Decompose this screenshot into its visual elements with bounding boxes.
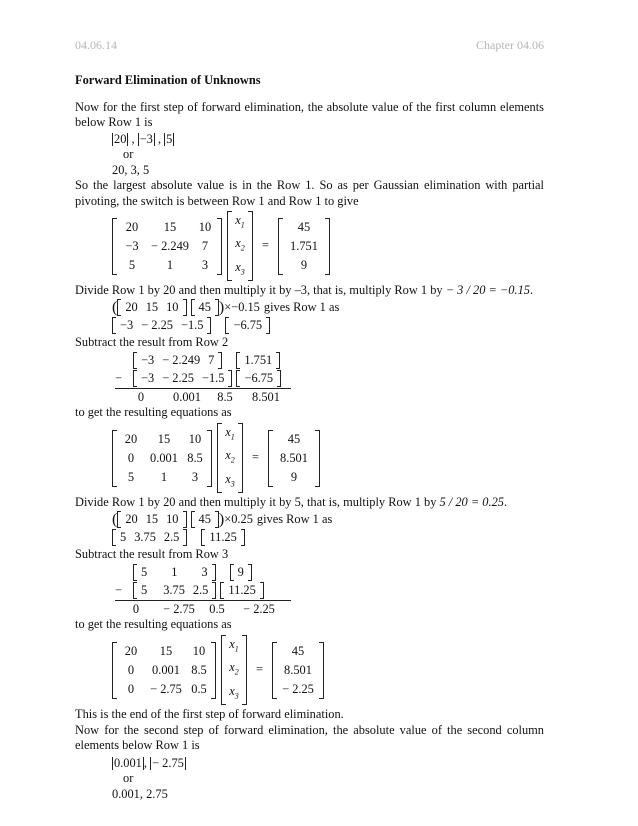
scaled-row1-1 <box>112 317 544 335</box>
subtraction-top: 5 1 3 9 <box>115 563 544 581</box>
row1-scaling-1: ( 20 15 10 45 ) ×−0.15 gives Row 1 as <box>112 299 340 317</box>
subtraction-bottom: − 5 3.75 2.5 11.25 <box>115 581 291 601</box>
subtraction-result: 0 − 2.75 0.5 − 2.25 <box>132 601 275 616</box>
paragraph-first-step: Now for the first step of forward elimination, the absolute value of the first column elements below Row 1 is <box>75 99 544 129</box>
subtraction-row3 <box>115 563 544 617</box>
abs-value: 0.001 <box>114 755 142 770</box>
resulting-text-1: to get the resulting equations as <box>75 405 232 420</box>
paragraph-divide-1: Divide Row 1 by 20 and then multiply it by –3, that is, multiply Row 1 by − 3 / 20 = −0.15. <box>75 283 534 298</box>
unknown-x2: $x_2$ <box>235 236 245 253</box>
subtraction-bottom: − −3 − 2.25 −1.5 −6.75 <box>115 369 291 389</box>
or-text: or <box>123 771 134 786</box>
resulting-text-2: to get the resulting equations as <box>75 617 232 632</box>
matrix-equation-1 <box>112 211 544 281</box>
matrix-cell: 7 <box>201 238 209 253</box>
paragraph-largest: So the largest absolute value is in the Row 1. So as per Gaussian elimination with partial pivoting, the switch is between Row 1 and Row 1 to give <box>75 178 544 208</box>
end-first-step-text: This is the end of the first step of forward elimination. <box>75 707 344 722</box>
matrix-cell: − 2.249 <box>151 238 189 253</box>
subtraction-top: −3 − 2.249 7 1.751 <box>115 351 544 369</box>
abs-values-2: 0.001 , − 2.75 <box>114 755 184 770</box>
header-section-number: 04.06.14 <box>75 38 117 52</box>
page-header <box>75 38 544 53</box>
paragraph-divide-2: Divide Row 1 by 20 and then multiply it by 5, that is, multiply Row 1 by 5 / 20 = 0.25. <box>75 495 508 510</box>
section-heading: Forward Elimination of Unknowns <box>75 73 261 87</box>
multiplier-1: − 3 / 20 = −0.15 <box>445 283 530 298</box>
scaled-vector: −3 − 2.25 −1.5 <box>112 317 211 334</box>
rhs-vector: 45 8.501 9 <box>268 430 320 487</box>
coefficient-matrix <box>112 218 222 275</box>
page-content <box>75 73 544 802</box>
coefficient-matrix: 20 15 10 0 0.001 8.5 0 − 2.75 0.5 <box>112 642 216 699</box>
equals-sign: = <box>262 238 269 253</box>
unknowns-vector: $x_1$ $x_2$ $x_3$ <box>221 635 247 705</box>
equals-sign: = <box>256 662 263 677</box>
rhs-vector <box>278 218 330 275</box>
matrix-cell: −3 <box>125 238 139 253</box>
header-chapter: Chapter 04.06 <box>476 38 544 52</box>
subtraction-row2 <box>115 351 544 405</box>
matrix-cell: 20 <box>125 219 139 234</box>
abs-value: 5 <box>166 131 173 146</box>
row1-scaling-2: ( 20 15 10 45 ) ×0.25 gives Row 1 as <box>112 511 333 529</box>
subtraction-result: 0 0.001 8.5 8.501 <box>137 389 280 404</box>
rhs-cell: 45 <box>297 219 311 234</box>
minus-sign: − <box>115 370 122 385</box>
coefficient-matrix: 20 15 10 0 0.001 8.5 5 1 3 <box>112 430 212 487</box>
matrix-cell: 1 <box>166 257 174 272</box>
matrix-cell: 10 <box>198 219 212 234</box>
unknowns-vector <box>227 211 253 281</box>
matrix-cell: 15 <box>163 219 177 234</box>
abs-value: −3 <box>139 131 153 146</box>
times-multiplier-2: ×0.25 <box>224 512 253 527</box>
rhs-vector: 45 8.501 − 2.25 <box>272 642 324 699</box>
times-multiplier-1: ×−0.15 <box>224 300 260 315</box>
matrix-cell: 5 <box>128 257 136 272</box>
abs-value: 20 <box>114 131 127 146</box>
matrix-cell: 3 <box>201 257 209 272</box>
row1-rhs: 45 <box>191 299 219 316</box>
abs-list-1: 20, 3, 5 <box>112 162 150 177</box>
subtract-row3-text: Subtract the result from Row 3 <box>75 546 229 561</box>
matrix-equation-2 <box>112 423 544 493</box>
multiplier-2: 5 / 20 = 0.25 <box>439 495 504 510</box>
unknown-x3: $x_3$ <box>235 259 245 277</box>
gives-text: gives Row 1 as <box>263 300 340 315</box>
scaled-row1-2: 5 3.75 2.5 11.25 <box>112 529 544 547</box>
unknown-x1: $x_1$ <box>235 213 245 230</box>
row1-vector: 20 15 10 <box>117 299 186 316</box>
unknowns-vector: $x_1$ $x_2$ $x_3$ <box>217 423 243 493</box>
rhs-cell: 1.751 <box>290 238 318 253</box>
equals-sign: = <box>252 450 259 465</box>
abs-list-2: 0.001, 2.75 <box>112 786 168 801</box>
or-text: or <box>123 147 134 161</box>
scaled-rhs: −6.75 <box>225 317 270 334</box>
divide-text: Divide Row 1 by 20 and then multiply it by –3, that is, multiply Row 1 by <box>75 283 443 298</box>
rhs-cell: 9 <box>300 257 308 272</box>
abs-value: − 2.75 <box>152 755 184 770</box>
subtract-row2-text: Subtract the result from Row 2 <box>75 334 229 349</box>
paragraph-second-step: Now for the second step of forward elimination, the absolute value of the second column elements below Row 1 is <box>75 722 544 753</box>
abs-values-1: 20 , −3 , 5 <box>114 131 173 146</box>
matrix-equation-3 <box>112 635 544 705</box>
